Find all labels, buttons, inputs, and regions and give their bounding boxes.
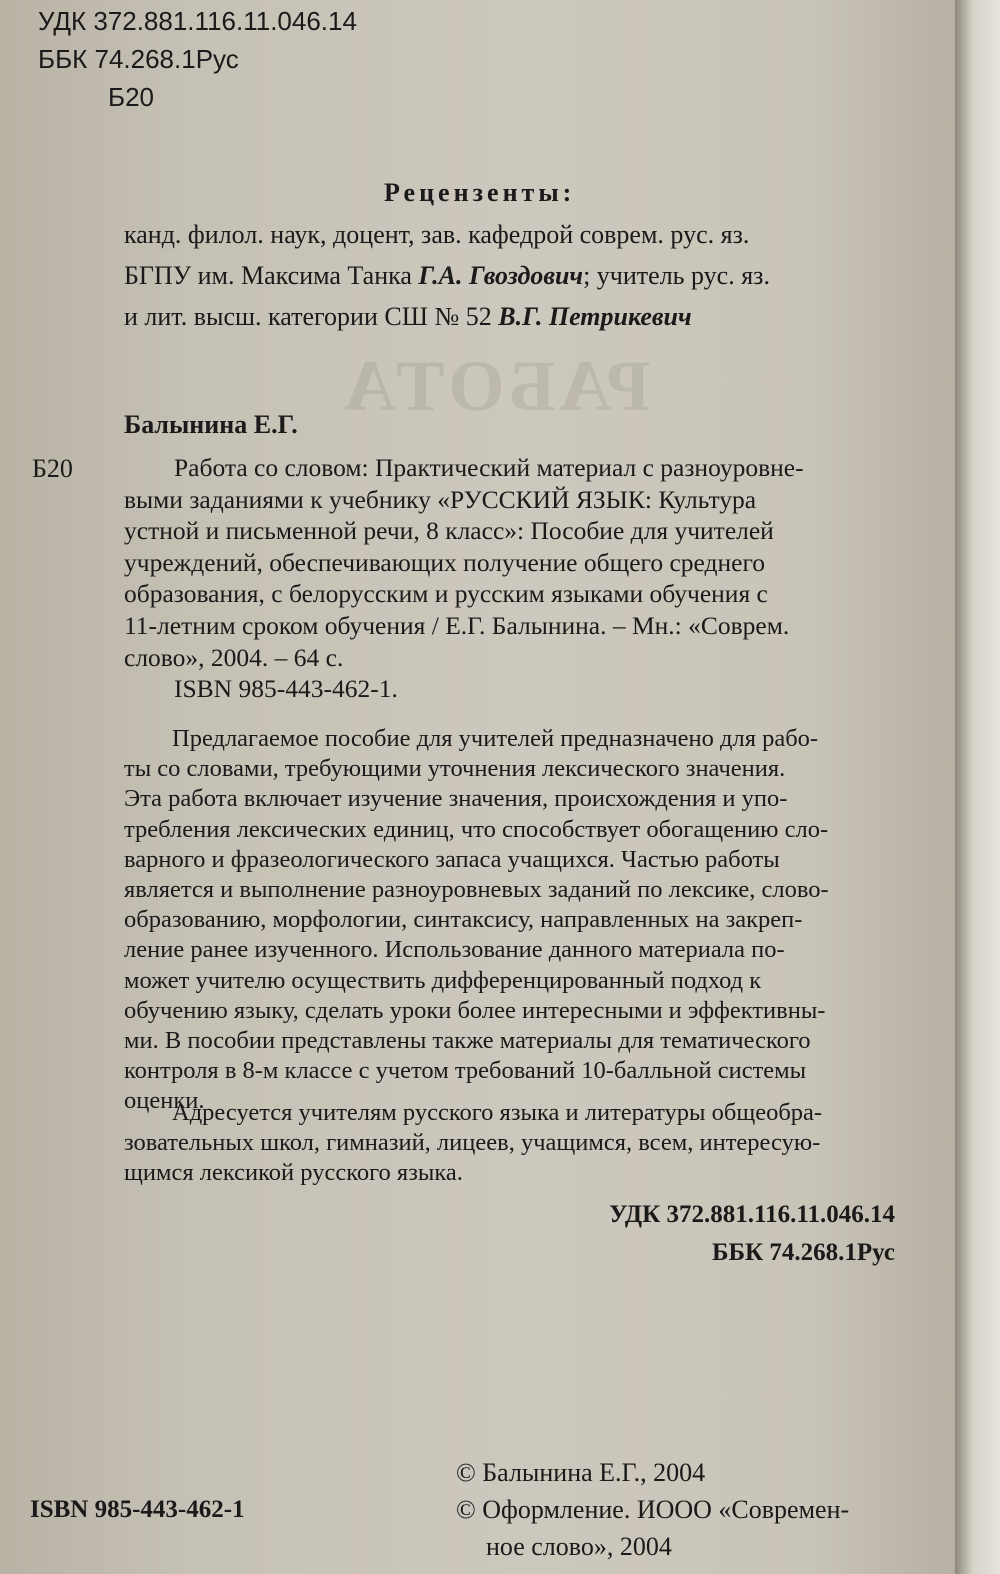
page-edge — [955, 0, 1000, 1574]
annotation-line: является и выполнение разноуровневых заданий по лексике, слово- — [124, 876, 829, 904]
description-line: Работа со словом: Практический материал с разноуровне- — [174, 453, 804, 482]
annotation-line: ты со словами, требующими уточнения лексического значения. — [124, 755, 786, 783]
audience-line: щимся лексикой русского языка. — [124, 1159, 463, 1187]
isbn-bottom: ISBN 985-443-462-1 — [30, 1496, 245, 1523]
annotation-line: Эта работа включает изучение значения, происхождения и упо- — [124, 785, 788, 813]
copyright-design-line-2: ное слово», 2004 — [486, 1532, 672, 1561]
reviewer-line-2-text: БГПУ им. Максима Танка — [124, 261, 419, 290]
reviewer-line-3 — [124, 304, 692, 330]
copyright-author: © Балынина Е.Г., 2004 — [456, 1458, 706, 1487]
reviewers-heading: Рецензенты: — [384, 178, 576, 207]
isbn-inline: ISBN 985-443-462-1. — [174, 674, 398, 704]
annotation-line: требления лексических единиц, что способствует обогащению сло- — [124, 815, 829, 843]
udk-code-top: УДК 372.881.116.11.046.14 — [38, 6, 357, 36]
annotation-text — [124, 724, 914, 1117]
description-line: выми заданиями к учебнику «РУССКИЙ ЯЗЫК: Культура — [124, 484, 757, 514]
entry-code: Б20 — [32, 454, 73, 483]
annotation-line: обучению языку, сделать уроки более интересными и эффективны- — [124, 996, 826, 1024]
annotation-line: Предлагаемое пособие для учителей предназначено для рабо- — [172, 725, 819, 752]
bibliographic-description — [124, 452, 914, 705]
annotation-line: оценки. — [124, 1087, 205, 1115]
reviewer-name-gvozdovich: Г.А. Гвоздович — [418, 261, 584, 290]
description-line: слово», 2004. – 64 с. — [124, 642, 344, 672]
reviewer-line-1: канд. филол. наук, доцент, зав. кафедрой соврем. рус. яз. — [124, 220, 750, 249]
audience-text — [124, 1098, 914, 1189]
annotation-line: может учителю осуществить дифференцированный подход к — [124, 966, 762, 994]
audience-line: зовательных школ, гимназий, лицеев, учащимся, всем, интересую- — [124, 1129, 821, 1157]
author-name: Балынина Е.Г. — [124, 410, 298, 439]
author-code-top: Б20 — [108, 82, 154, 112]
annotation-line: образованию, морфологии, синтаксису, направленных на закреп- — [124, 906, 803, 934]
reviewer-line-2 — [124, 263, 770, 289]
reviewer-line-2-rest: ; учитель рус. яз. — [583, 261, 770, 290]
bbk-code-top: ББК 74.268.1Рус — [38, 44, 239, 74]
audience-line: Адресуется учителям русского языка и литературы общеобра- — [172, 1099, 823, 1126]
bleed-through-text: РАБОТА — [340, 346, 651, 426]
description-line: учреждений, обеспечивающих получение общего среднего — [124, 547, 766, 577]
description-line: 11-летним сроком обучения / Е.Г. Балынина. – Мн.: «Соврем. — [124, 610, 790, 640]
annotation-line: ми. В пособии представлены также материалы для тематического — [124, 1027, 811, 1055]
annotation-line: контроля в 8-м классе с учетом требований 10-балльной системы — [124, 1057, 807, 1085]
annotation-line: варного и фразеологического запаса учащихся. Частью работы — [124, 845, 780, 873]
bbk-code-bottom: ББК 74.268.1Рус — [711, 1239, 895, 1266]
description-line: устной и письменной речи, 8 класс»: Пособие для учителей — [124, 516, 774, 546]
udk-code-bottom: УДК 372.881.116.11.046.14 — [609, 1201, 895, 1228]
copyright-design-line-1: © Оформление. ИООО «Современ- — [456, 1495, 850, 1524]
annotation-line: ление ранее изученного. Использование данного материала по- — [124, 936, 785, 964]
reviewer-line-3-text: и лит. высш. категории СШ № 52 — [124, 302, 499, 331]
description-line: образования, с белорусским и русским языками обучения с — [124, 579, 768, 609]
reviewer-name-petrikevich: В.Г. Петрикевич — [498, 302, 692, 331]
